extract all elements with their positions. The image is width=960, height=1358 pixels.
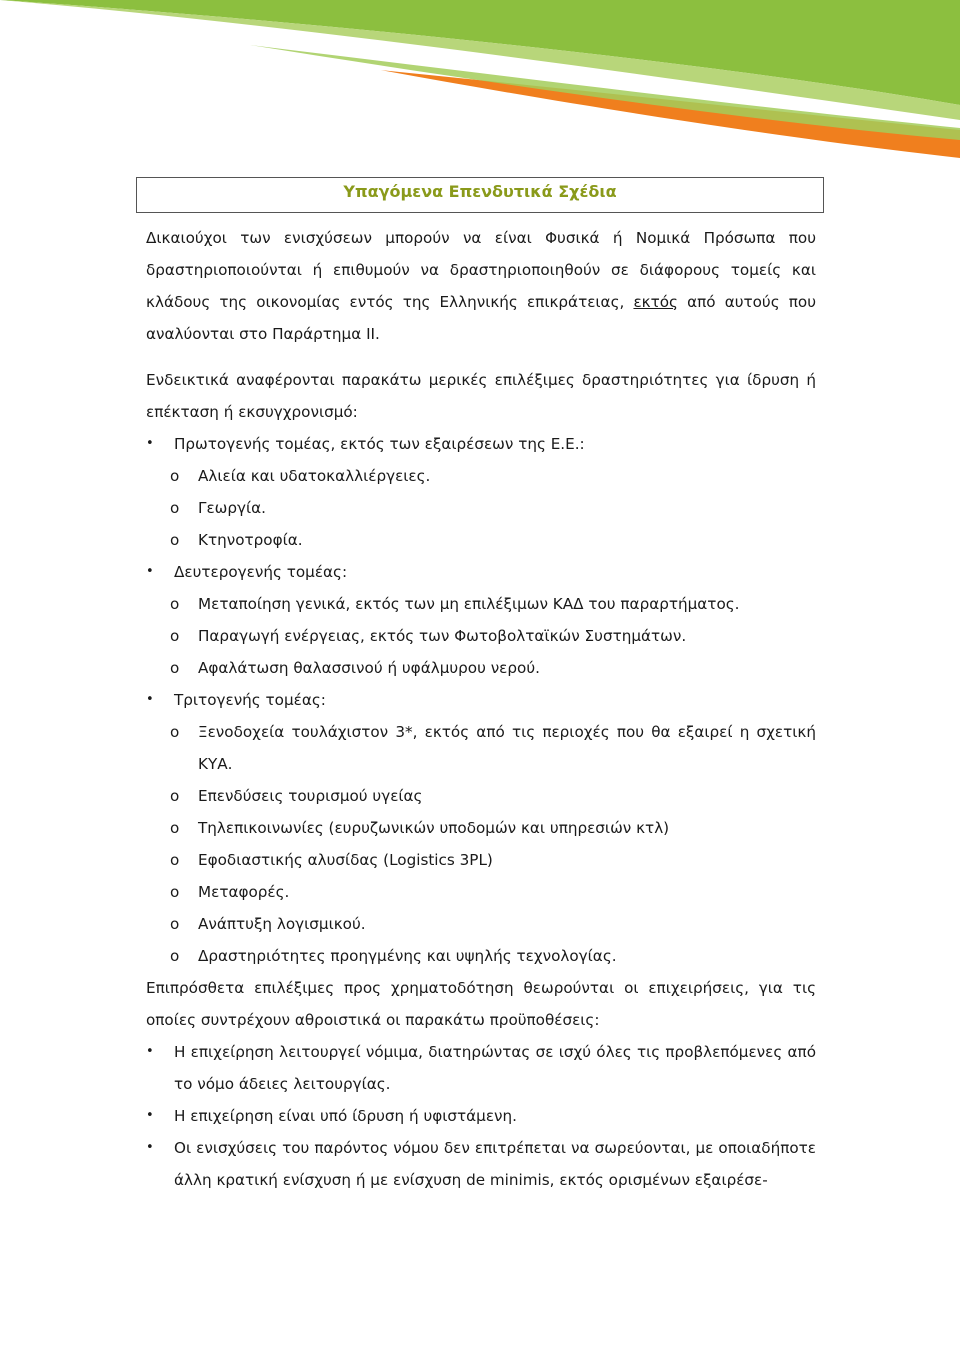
list-item-text: Τηλεπικοινωνίες (ευρυζωνικών υποδομών και υπηρεσιών κτλ) (198, 819, 670, 837)
circle-bullet-icon: o (170, 851, 180, 869)
condition-text: Η επιχείρηση είναι υπό ίδρυση ή υφιστάμενη. (174, 1107, 517, 1125)
intro-paragraph (146, 222, 816, 350)
circle-bullet-icon: o (170, 467, 180, 485)
list-item-text: Αλιεία και υδατοκαλλιέργειες. (198, 467, 431, 485)
list-item-text: Αφαλάτωση θαλασσινού ή υφάλμυρου νερού. (198, 659, 540, 677)
intro-text-part1: Δικαιούχοι των ενισχύσεων μπορούν να είναι Φυσικά ή Νομικά Πρόσωπα που δραστηριοποιούνται ή επιθυμούν να δραστηριοποιηθούν σε διάφορους τομείς και κλάδους της οικονομίας εντός της Ελληνικής επικράτειας, (146, 229, 816, 311)
sector-subitems (146, 588, 816, 684)
list-item-text: Κτηνοτροφία. (198, 531, 303, 549)
list-item (146, 940, 816, 972)
circle-bullet-icon: o (170, 595, 180, 613)
sector-label: Τριτογενής τομέας: (174, 691, 326, 709)
bullet-icon: • (146, 564, 154, 579)
bullet-icon: • (146, 436, 154, 451)
list-item-text: Επενδύσεις τουρισμού υγείας (198, 787, 423, 805)
indicative-activities-paragraph: Ενδεικτικά αναφέρονται παρακάτω μερικές επιλέξιμες δραστηριότητες για ίδρυση ή επέκταση ή εκσυγχρονισμό: (146, 371, 816, 421)
list-item (146, 652, 816, 684)
circle-bullet-icon: o (170, 499, 180, 517)
list-item-text: Μεταφορές. (198, 883, 290, 901)
list-item-text: Εφοδιαστικής αλυσίδας (Logistics 3PL) (198, 851, 493, 869)
intro-underlined-word: εκτός (633, 293, 678, 311)
sector-item (146, 684, 816, 716)
circle-bullet-icon: o (170, 723, 180, 741)
list-item (146, 620, 816, 652)
bullet-icon: • (146, 1108, 154, 1123)
list-item (146, 812, 816, 844)
sector-sublist (146, 716, 816, 972)
circle-bullet-icon: o (170, 947, 180, 965)
list-item (146, 588, 816, 620)
sector-label: Δευτερογενής τομέας: (174, 563, 348, 581)
bullet-icon: • (146, 1140, 154, 1155)
list-item (146, 716, 816, 780)
circle-bullet-icon: o (170, 659, 180, 677)
conditions-intro-paragraph: Επιπρόσθετα επιλέξιμες προς χρηματοδότηση θεωρούνται οι επιχειρήσεις, για τις οποίες συντρέχουν αθροιστικά οι παρακάτω προϋποθέσεις: (146, 979, 816, 1029)
condition-text: Η επιχείρηση λειτουργεί νόμιμα, διατηρώντας σε ισχύ όλες τις προβλεπόμενες από το νόμο άδειες λειτουργίας. (174, 1043, 816, 1093)
condition-item (146, 1100, 816, 1132)
list-item (146, 460, 816, 492)
condition-item (146, 1132, 816, 1196)
list-item-text: Γεωργία. (198, 499, 266, 517)
circle-bullet-icon: o (170, 787, 180, 805)
sector-sublist (146, 460, 816, 556)
document-body (146, 222, 816, 1196)
sector-item (146, 556, 816, 588)
section-title: Υπαγόμενα Επενδυτικά Σχέδια (136, 177, 824, 213)
sectors-list (146, 428, 816, 972)
list-item (146, 844, 816, 876)
circle-bullet-icon: o (170, 915, 180, 933)
list-item-text: Ξενοδοχεία τουλάχιστον 3*, εκτός από τις περιοχές που θα εξαιρεί η σχετική ΚΥΑ. (198, 723, 816, 773)
sector-item (146, 428, 816, 460)
list-item (146, 492, 816, 524)
sector-label: Πρωτογενής τομέας, εκτός των εξαιρέσεων της Ε.Ε.: (174, 435, 585, 453)
circle-bullet-icon: o (170, 819, 180, 837)
sector-sublist (146, 588, 816, 684)
condition-text: Οι ενισχύσεις του παρόντος νόμου δεν επιτρέπεται να σωρεύονται, με οποιαδήποτε άλλη κρατική ενίσχυση ή με ενίσχυση de minimis, εκτός ορισμένων εξαιρέσε- (174, 1139, 816, 1189)
bullet-icon: • (146, 1044, 154, 1059)
list-item (146, 876, 816, 908)
circle-bullet-icon: o (170, 883, 180, 901)
list-item (146, 908, 816, 940)
list-item (146, 780, 816, 812)
list-item-text: Δραστηριότητες προηγμένης και υψηλής τεχνολογίας. (198, 947, 617, 965)
bullet-icon: • (146, 692, 154, 707)
intro-text-part2: από αυτούς που αναλύονται στο Παράρτημα ΙΙ. (146, 293, 816, 343)
list-item-text: Παραγωγή ενέργειας, εκτός των Φωτοβολταϊκών Συστημάτων. (198, 627, 687, 645)
conditions-list (146, 1036, 816, 1196)
sector-subitems (146, 460, 816, 556)
header-decoration (0, 0, 960, 170)
list-item-text: Μεταποίηση γενικά, εκτός των μη επιλέξιμων ΚΑΔ του παραρτήματος. (198, 595, 740, 613)
list-item (146, 524, 816, 556)
list-item-text: Ανάπτυξη λογισμικού. (198, 915, 366, 933)
condition-item (146, 1036, 816, 1100)
circle-bullet-icon: o (170, 627, 180, 645)
sector-subitems (146, 716, 816, 972)
circle-bullet-icon: o (170, 531, 180, 549)
